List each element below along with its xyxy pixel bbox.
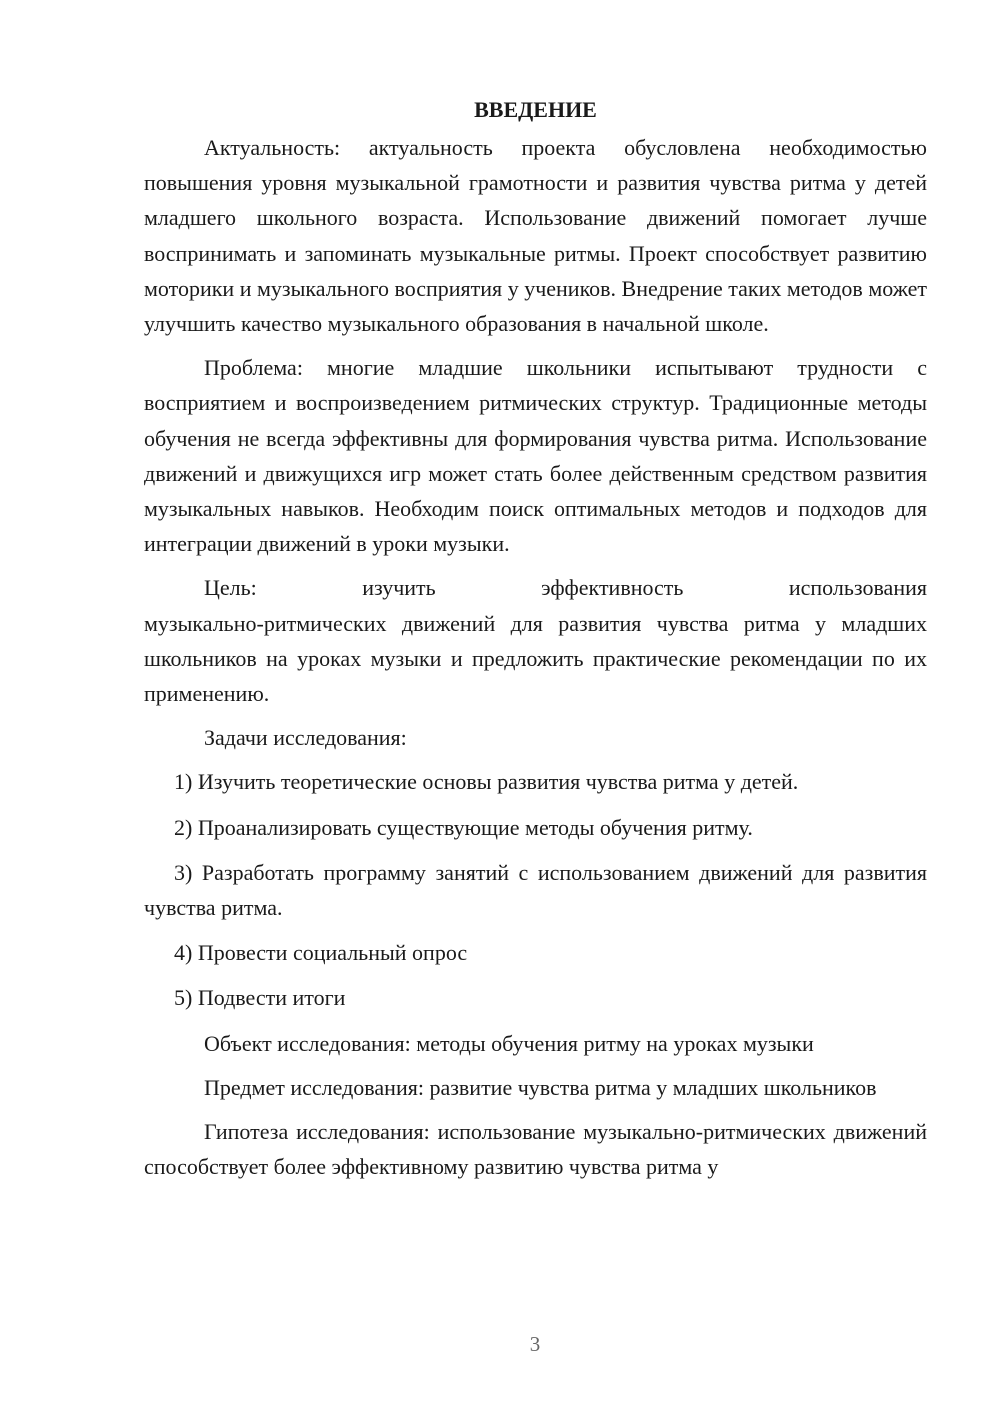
hypothesis-paragraph: Гипотеза исследования: использование музыкально-ритмических движений способствует более эффективному развитию чувства ритма у bbox=[144, 1119, 927, 1180]
page-number: 3 bbox=[529, 1332, 541, 1356]
goal-paragraph bbox=[144, 570, 927, 711]
page-title: ВВЕДЕНИЕ bbox=[474, 97, 597, 122]
task-item-4: 4) Провести социальный опрос bbox=[174, 940, 468, 966]
object-paragraph: Объект исследования: методы обучения ритму на уроках музыки bbox=[204, 1030, 814, 1056]
problem-paragraph: Проблема: многие младшие школьники испытывают трудности с восприятием и воспроизведением ритмических структур. Традиционные методы обучения не всегда эффективны для формирования чувства ритма. Использование движений и движущихся игр может стать более действенным средством развития музыкальных навыков. Необходим поиск оптимальных методов и подходов для интеграции движений в уроки музыки. bbox=[144, 355, 927, 557]
goal-continuation: музыкально-ритмических движений для развития чувства ритма у младших школьников на уроках музыки и предложить практические рекомендации по их применению. bbox=[144, 610, 927, 707]
task-item-2: 2) Проанализировать существующие методы обучения ритму. bbox=[174, 814, 753, 840]
tasks-heading: Задачи исследования: bbox=[204, 725, 407, 751]
task-item-5: 5) Подвести итоги bbox=[174, 985, 346, 1011]
relevance-paragraph: Актуальность: актуальность проекта обусловлена необходимостью повышения уровня музыкальной грамотности и развития чувства ритма у детей младшего школьного возраста. Использование движений помогает лучше воспринимать и запоминать музыкальные ритмы. Проект способствует развитию моторики и музыкального восприятия у учеников. Внедрение таких методов может улучшить качество музыкального образования в начальной школе. bbox=[144, 135, 927, 337]
task-item-3: 3) Разработать программу занятий с использованием движений для развития чувства ритма. bbox=[144, 859, 927, 921]
goal-first-line: Цель: изучить эффективность использования bbox=[204, 575, 927, 601]
document-page bbox=[144, 92, 927, 1193]
subject-paragraph: Предмет исследования: развитие чувства ритма у младших школьников bbox=[204, 1074, 877, 1100]
task-item-1: 1) Изучить теоретические основы развития чувства ритма у детей. bbox=[174, 769, 799, 795]
